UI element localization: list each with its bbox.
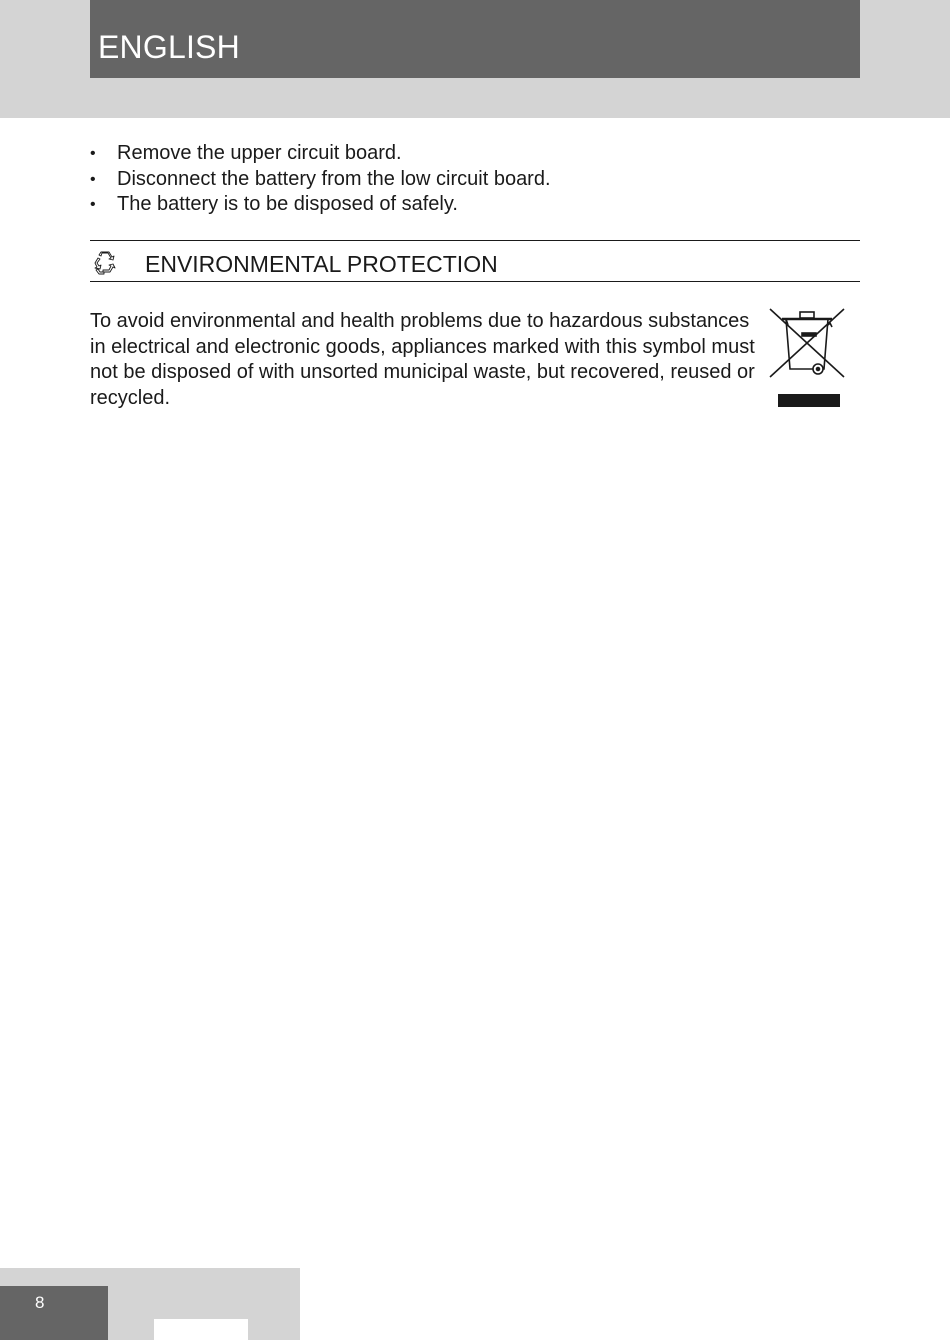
recycle-icon (92, 250, 118, 276)
bullet-marker: • (90, 145, 96, 162)
section-heading-text: ENVIRONMENTAL PROTECTION (145, 251, 498, 277)
bullet-marker: • (90, 170, 96, 188)
list-item (90, 192, 860, 218)
list-item (90, 167, 860, 193)
bullet-marker: • (90, 196, 96, 213)
page-number-box (0, 1286, 108, 1340)
environment-paragraph: To avoid environmental and health problems due to hazardous substances in electrical and electronic goods, appliances marked with this symbol must not be disposed of with unsorted municipal waste, but recovered, reused or recycled. (90, 310, 755, 409)
list-item (90, 141, 860, 167)
language-header (90, 0, 860, 78)
list-item-text: Disconnect the battery from the low circuit board. (117, 167, 551, 190)
crossed-out-wheelie-bin-icon (766, 305, 848, 411)
page-number: 8 (35, 1293, 45, 1312)
list-item-text: Remove the upper circuit board. (117, 142, 402, 164)
section-heading-environmental (90, 240, 860, 282)
footer-tab (154, 1319, 248, 1340)
language-title: ENGLISH (98, 29, 240, 65)
step-list (90, 141, 860, 218)
list-item-text: The battery is to be disposed of safely. (117, 193, 458, 215)
